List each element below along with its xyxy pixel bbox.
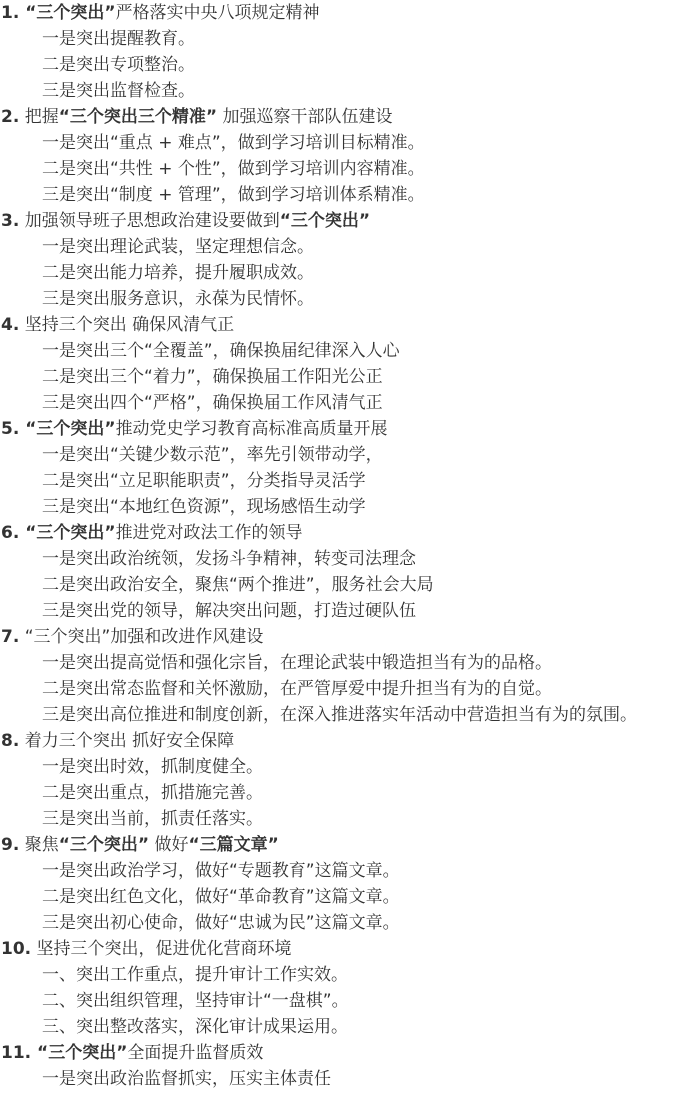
section-item: 一是突出提高觉悟和强化宗旨，在理论武装中锻造担当有为的品格。 [42, 653, 552, 673]
section-number: 1. [1, 3, 20, 23]
section-item: 一是突出政治学习，做好“专题教育”这篇文章。 [42, 861, 400, 881]
section-title-text: 推进党对政法工作的领导 [115, 523, 303, 543]
section-item: 一是突出政治监督抓实，压实主体责任 [42, 1069, 331, 1089]
section-title-text: 严格落实中央八项规定精神 [115, 3, 320, 23]
section-item: 三是突出四个“严格”，确保换届工作风清气正 [42, 393, 383, 413]
section-number: 2. [1, 107, 20, 127]
section-item: 三是突出初心使命，做好“忠诚为民”这篇文章。 [42, 913, 400, 933]
section-item: 一是突出理论武装，坚定理想信念。 [42, 237, 314, 257]
section-item: 三是突出服务意识，永葆为民情怀。 [42, 289, 314, 309]
section-item: 二是突出红色文化，做好“革命教育”这篇文章。 [42, 887, 400, 907]
section-item: 三、突出整改落实，深化审计成果运用。 [42, 1017, 348, 1037]
section-number: 3. [1, 211, 20, 231]
section-item: 一是突出“关键少数示范”，率先引领带动学， [42, 445, 383, 465]
section-item: 二、突出组织管理，坚持审计“一盘棋”。 [42, 991, 349, 1011]
section-item: 三是突出高位推进和制度创新，在深入推进落实年活动中营造担当有为的氛围。 [42, 705, 637, 725]
section-number: 6. [1, 523, 20, 543]
section-title-text: “三个突出” [19, 419, 116, 439]
section-title-text: 全面提升监督质效 [127, 1043, 264, 1063]
section-heading [1, 936, 693, 962]
section-title-text: 加强和改进作风建设 [110, 627, 264, 647]
section-title-text: 聚焦 [19, 835, 59, 855]
section-title-text: 加强领导班子思想政治建设要做到 [19, 211, 280, 231]
section-title-text: 着力三个突出 抓好安全保障 [19, 731, 235, 751]
section-item: 一是突出“重点 + 难点”，做到学习培训目标精准。 [42, 133, 425, 153]
section-heading [1, 0, 693, 26]
section-title-text: “三个突出” [19, 523, 116, 543]
section-heading [1, 520, 693, 546]
section-title-text: “三个突出三个精准” [58, 107, 218, 127]
section-heading [1, 208, 693, 234]
section-item: 二是突出能力培养，提升履职成效。 [42, 263, 314, 283]
section-item: 二是突出“立足职能职责”，分类指导灵活学 [42, 471, 366, 491]
section-item: 一是突出政治统领，发扬斗争精神，转变司法理念 [42, 549, 416, 569]
section-item: 二是突出三个“着力”，确保换届工作阳光公正 [42, 367, 383, 387]
section-title-text: 做好 [149, 835, 189, 855]
section-number: 8. [1, 731, 20, 751]
section-item: 二是突出“共性 + 个性”，做到学习培训内容精准。 [42, 159, 425, 179]
section-item: 三是突出“本地红色资源”，现场感悟生动学 [42, 497, 366, 517]
section-number: 11. [1, 1043, 32, 1063]
section-heading [1, 416, 693, 442]
section-title-text: “三个突出” [19, 3, 116, 23]
section-heading [1, 832, 693, 858]
section-item: 一是突出三个“全覆盖”，确保换届纪律深入人心 [42, 341, 400, 361]
section-heading [1, 728, 693, 754]
section-item: 二是突出重点，抓措施完善。 [42, 783, 263, 803]
section-title-text: 坚持三个突出 确保风清气正 [19, 315, 235, 335]
section-heading [1, 624, 693, 650]
section-item: 三是突出监督检查。 [42, 81, 195, 101]
section-heading [1, 104, 693, 130]
section-title-text: “三个突出” [19, 627, 111, 647]
section-title-text: 推动党史学习教育高标准高质量开展 [115, 419, 388, 439]
section-number: 7. [1, 627, 20, 647]
section-item: 三是突出“制度 + 管理”，做到学习培训体系精准。 [42, 185, 425, 205]
section-title-text: “三个突出” [279, 211, 371, 231]
section-heading [1, 312, 693, 338]
section-number: 5. [1, 419, 20, 439]
section-title-text: “三个突出” [58, 835, 150, 855]
section-number: 9. [1, 835, 20, 855]
section-title-text: 坚持三个突出，促进优化营商环境 [31, 939, 292, 959]
section-item: 一、突出工作重点，提升审计工作实效。 [42, 965, 348, 985]
section-title-text: 加强巡察干部队伍建设 [217, 107, 393, 127]
section-number: 4. [1, 315, 20, 335]
section-title-text: “三篇文章” [188, 835, 279, 855]
section-heading [1, 1040, 693, 1066]
section-item: 一是突出时效，抓制度健全。 [42, 757, 263, 777]
section-item: 二是突出常态监督和关怀激励，在严管厚爱中提升担当有为的自觉。 [42, 679, 552, 699]
section-item: 三是突出党的领导，解决突出问题，打造过硬队伍 [42, 601, 416, 621]
section-item: 一是突出提醒教育。 [42, 29, 195, 49]
section-item: 二是突出政治安全，聚焦“两个推进”，服务社会大局 [42, 575, 434, 595]
section-title-text: “三个突出” [31, 1043, 128, 1063]
section-title-text: 把握 [19, 107, 59, 127]
section-item: 三是突出当前，抓责任落实。 [42, 809, 263, 829]
section-number: 10. [1, 939, 32, 959]
section-item: 二是突出专项整治。 [42, 55, 195, 75]
